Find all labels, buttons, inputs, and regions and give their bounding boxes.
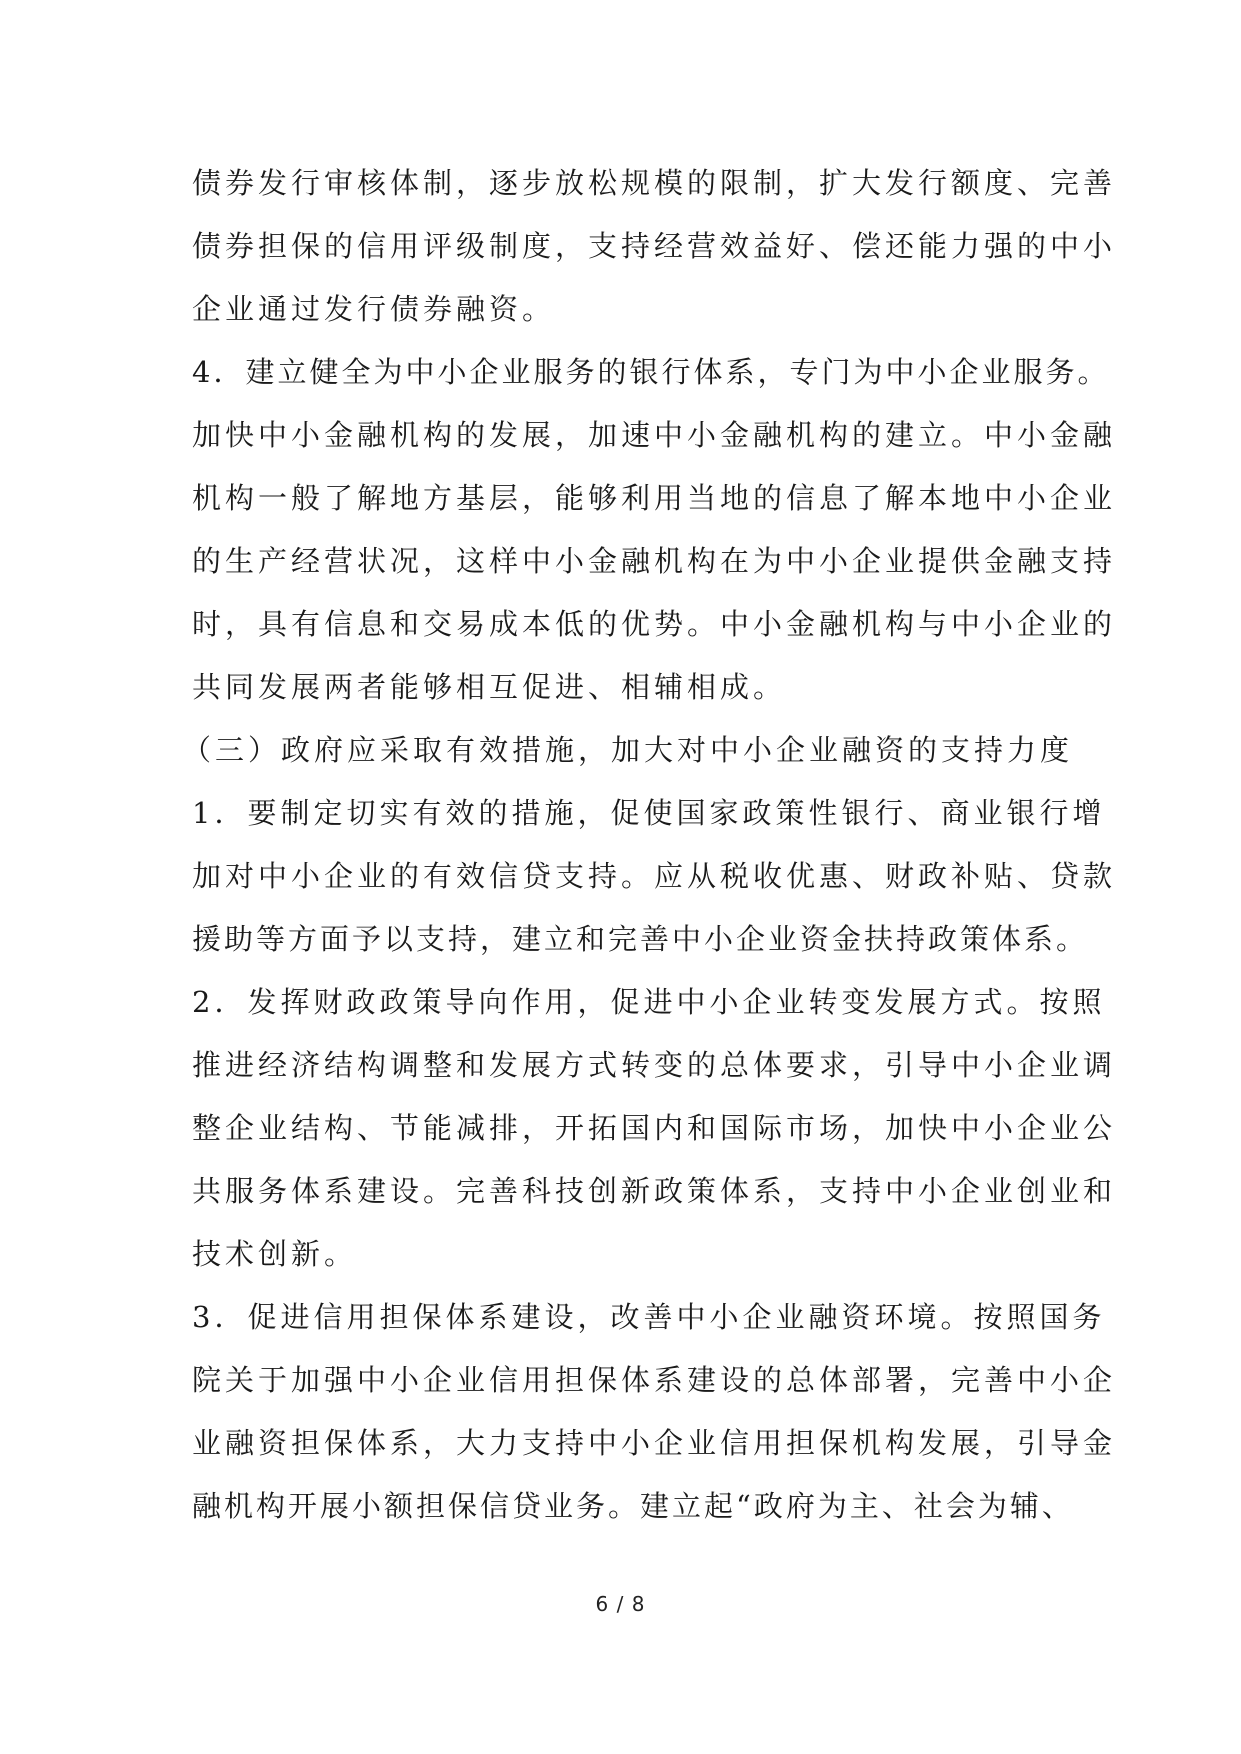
body-text [182,152,1117,1538]
text-line: 援助等方面予以支持，建立和完善中小企业资金扶持政策体系。 [192,922,1089,956]
text-line: 债券发行审核体制，逐步放松规模的限制，扩大发行额度、完善 [192,166,1117,200]
text-line: 融机构开展小额担保信贷业务。建立起“政府为主、社会为辅、 [192,1489,1074,1523]
text-line: 的生产经营状况，这样中小金融机构在为中小企业提供金融支持 [192,544,1117,578]
text-line: 推进经济结构调整和发展方式转变的总体要求，引导中小企业调 [192,1048,1117,1082]
text-line: 院关于加强中小企业信用担保体系建设的总体部署，完善中小企 [192,1363,1117,1397]
text-line: 债券担保的信用评级制度，支持经营效益好、偿还能力强的中小 [192,229,1117,263]
text-line: 时，具有信息和交易成本低的优势。中小金融机构与中小企业的 [192,607,1117,641]
text-line: 共同发展两者能够相互促进、相辅相成。 [192,670,787,704]
text-line: 机构一般了解地方基层，能够利用当地的信息了解本地中小企业 [192,481,1117,515]
text-line: 1．要制定切实有效的措施，促使国家政策性银行、商业银行增 [192,796,1106,830]
text-line: 加对中小企业的有效信贷支持。应从税收优惠、财政补贴、贷款 [192,859,1117,893]
text-line: 业融资担保体系，大力支持中小企业信用担保机构发展，引导金 [192,1426,1117,1460]
section-heading: （三）政府应采取有效措施，加大对中小企业融资的支持力度 [182,733,1074,767]
text-line: 共服务体系建设。完善科技创新政策体系，支持中小企业创业和 [192,1174,1117,1208]
page-number: 6 / 8 [595,1592,646,1616]
text-line: 加快中小金融机构的发展，加速中小金融机构的建立。中小金融 [192,418,1117,452]
text-line: 整企业结构、节能减排，开拓国内和国际市场，加快中小企业公 [192,1111,1117,1145]
text-line: 企业通过发行债券融资。 [192,292,556,326]
text-line: 2．发挥财政政策导向作用，促进中小企业转变发展方式。按照 [192,985,1106,1019]
text-line: 4．建立健全为中小企业服务的银行体系，专门为中小企业服务。 [192,355,1110,389]
text-line: 3．促进信用担保体系建设，改善中小企业融资环境。按照国务 [192,1300,1106,1334]
text-line: 技术创新。 [192,1237,358,1271]
